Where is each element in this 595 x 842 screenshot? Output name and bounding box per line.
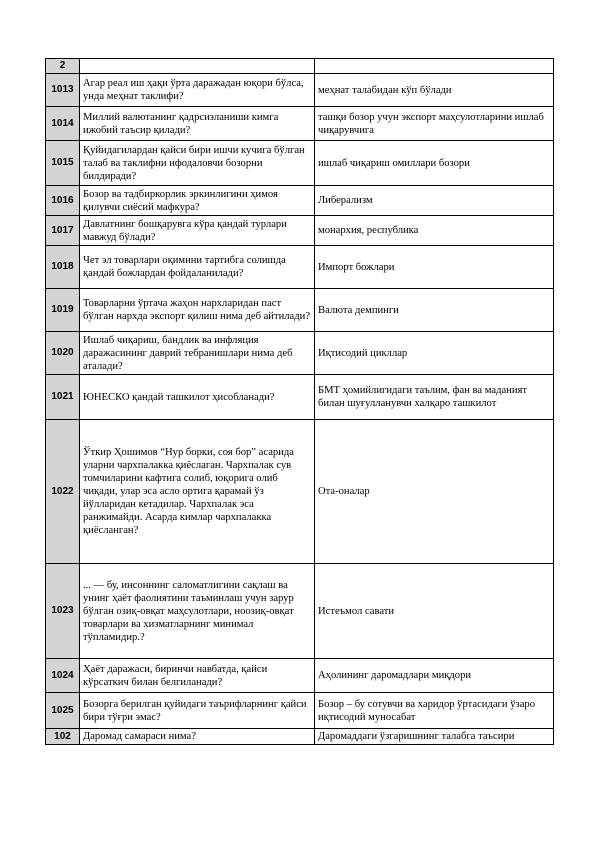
table-row xyxy=(46,141,554,186)
question-cell: Агар реал иш ҳақи ўрта даражадан юқори бўлса, унда меҳнат таклифи? xyxy=(80,74,315,107)
answer-cell: Истеъмол савати xyxy=(315,564,554,659)
row-number: 1022 xyxy=(46,420,80,564)
row-number: 1025 xyxy=(46,693,80,729)
answer-cell: Аҳолининг даромадлари миқдори xyxy=(315,659,554,693)
question-cell: Даромад самараси нима? xyxy=(80,729,315,745)
question-cell: Қуйидагилардан қайси бири ишчи кучига бўлган талаб ва таклифни ифодаловчи бозорни билдиради? xyxy=(80,141,315,186)
question-cell: Чет эл товарлари оқимини тартибга солишда қандай божлардан фойдаланилади? xyxy=(80,246,315,289)
answer-cell: Даромаддаги ўзгаришнинг талабга таъсири xyxy=(315,729,554,745)
question-cell: ЮНЕСКО қандай ташкилот ҳисобланади? xyxy=(80,375,315,420)
table-row xyxy=(46,420,554,564)
row-number: 1019 xyxy=(46,289,80,332)
table-row xyxy=(46,216,554,246)
table-row xyxy=(46,659,554,693)
question-cell: Ўткир Ҳошимов “Нур борки, соя бор” асарида уларни чархпалакка қиёслаган. Чархпалак сув томчиларини кафтига солиб, юқорига олиб чиқади, улар эса асло ортига қарамай ўз йўлларидан кетадилар. Чархпалак эса ранжимайди. Асарда кимлар чархпалакка қиёсланган? xyxy=(80,420,315,564)
answer-cell xyxy=(315,59,554,74)
table-row xyxy=(46,59,554,74)
row-number: 1023 xyxy=(46,564,80,659)
row-number: 1015 xyxy=(46,141,80,186)
row-number: 1021 xyxy=(46,375,80,420)
question-cell: Ҳаёт даражаси, биринчи навбатда, қайси кўрсаткич билан белгиланади? xyxy=(80,659,315,693)
question-cell: Миллий валютанинг қадрсизланиши кимга ижобий таъсир қилади? xyxy=(80,107,315,141)
row-number: 1016 xyxy=(46,186,80,216)
answer-cell: Валюта демпинги xyxy=(315,289,554,332)
table-row xyxy=(46,693,554,729)
question-answer-table xyxy=(45,58,554,745)
question-cell: Товарларни ўртача жаҳон нархларидан паст бўлган нархда экспорт қилиш нима деб айтилади? xyxy=(80,289,315,332)
answer-cell: Бозор – бу сотувчи ва харидор ўртасидаги ўзаро иқтисодий муносабат xyxy=(315,693,554,729)
question-cell: Бозорга берилган қуйидаги таърифларнинг қайси бири тўғри эмас? xyxy=(80,693,315,729)
answer-cell: меҳнат талабидан кўп бўлади xyxy=(315,74,554,107)
table-row xyxy=(46,246,554,289)
question-cell xyxy=(80,59,315,74)
table-row xyxy=(46,332,554,375)
table-row xyxy=(46,107,554,141)
answer-cell: монархия, республика xyxy=(315,216,554,246)
answer-cell: ишлаб чиқариш омиллари бозори xyxy=(315,141,554,186)
row-number: 1013 xyxy=(46,74,80,107)
table-row xyxy=(46,74,554,107)
question-cell: Ишлаб чиқариш, бандлик ва инфляция даражасининг даврий тебранишлари нима деб аталади? xyxy=(80,332,315,375)
row-number: 1020 xyxy=(46,332,80,375)
table-row xyxy=(46,186,554,216)
question-cell: Бозор ва тадбиркорлик эркинлигини ҳимоя қилувчи сиёсий мафкура? xyxy=(80,186,315,216)
answer-cell: БМТ ҳомийлигидаги таълим, фан ва маданият билан шуғулланувчи халқаро ташкилот xyxy=(315,375,554,420)
answer-cell: ташқи бозор учун экспорт маҳсулотларини ишлаб чиқарувчига xyxy=(315,107,554,141)
row-number: 1014 xyxy=(46,107,80,141)
answer-cell: Иқтисодий цикллар xyxy=(315,332,554,375)
table-row xyxy=(46,289,554,332)
question-cell: ... — бу, инсоннинг саломатлигини сақлаш ва унинг ҳаёт фаолиятини таъминлаш учун зарур бўлган озиқ-овқат маҳсулотлари, ноозиқ-овқат товарлари ва хизматларнинг минимал тўпламидир.? xyxy=(80,564,315,659)
table-row xyxy=(46,375,554,420)
question-cell: Давлатнинг бошқарувга кўра қандай турлари мавжуд бўлади? xyxy=(80,216,315,246)
answer-cell: Ота-оналар xyxy=(315,420,554,564)
row-number: 102 xyxy=(46,729,80,745)
row-number: 1017 xyxy=(46,216,80,246)
answer-cell: Либерализм xyxy=(315,186,554,216)
table-row xyxy=(46,729,554,745)
table-body xyxy=(46,59,554,745)
table-row xyxy=(46,564,554,659)
row-number: 1024 xyxy=(46,659,80,693)
row-number: 1018 xyxy=(46,246,80,289)
answer-cell: Импорт божлари xyxy=(315,246,554,289)
row-number: 2 xyxy=(46,59,80,74)
